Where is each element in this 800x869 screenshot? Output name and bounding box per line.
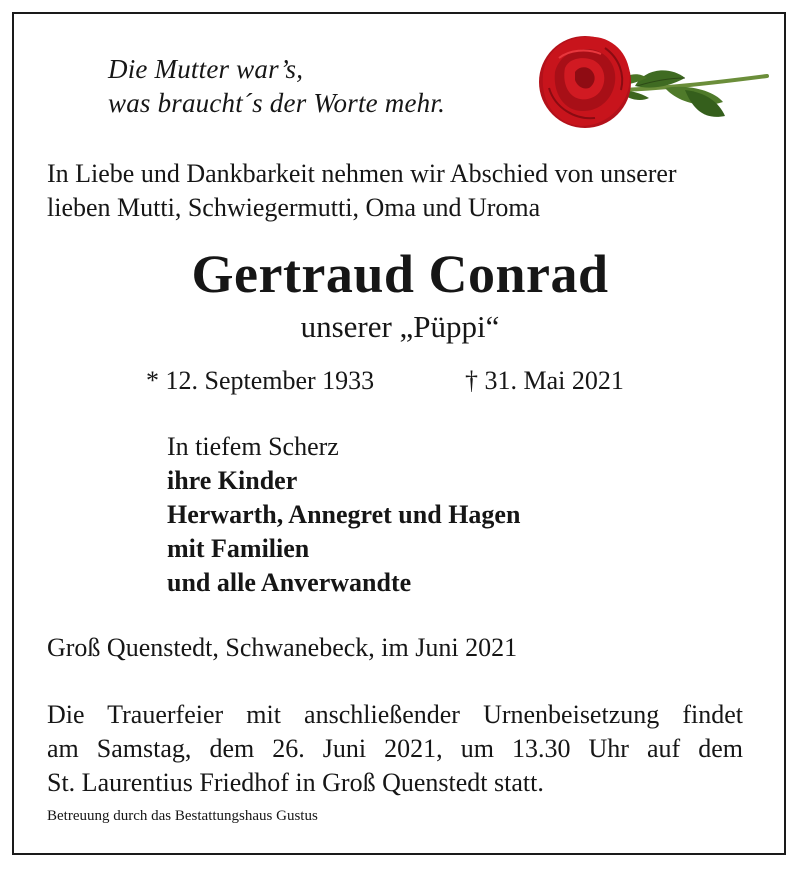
mourners-block xyxy=(167,430,520,600)
place-and-date: Groß Quenstedt, Schwanebeck, im Juni 2021 xyxy=(47,633,518,662)
motto-line-1: Die Mutter war’s, xyxy=(108,54,304,84)
deceased-nickname: unserer „Püppi“ xyxy=(300,309,500,344)
mourners-line-4: mit Familien xyxy=(167,534,310,563)
mourners-line-1: In tiefem Scherz xyxy=(167,432,339,461)
mourners-line-3: Herwarth, Annegret und Hagen xyxy=(167,500,521,529)
ceremony-line-3: St. Laurentius Friedhof in Groß Quenstedt statt. xyxy=(47,768,544,797)
intro-line-2: lieben Mutti, Schwiegermutti, Oma und Uroma xyxy=(47,193,541,222)
ceremony-line-2: am Samstag, dem 26. Juni 2021, um 13.30 Uhr auf dem xyxy=(47,734,743,763)
ceremony-line-1: Die Trauerfeier mit anschließender Urnenbeisetzung findet xyxy=(47,700,743,729)
motto xyxy=(108,52,445,120)
deceased-name: Gertraud Conrad xyxy=(191,244,609,304)
funeral-home-credit: Betreuung durch das Bestattungshaus Gustus xyxy=(47,808,318,824)
intro-line-1: In Liebe und Dankbarkeit nehmen wir Abschied von unserer xyxy=(47,159,677,188)
motto-line-2: was braucht´s der Worte mehr. xyxy=(108,88,446,118)
mourners-line-2: ihre Kinder xyxy=(167,466,298,495)
death-date: † 31. Mai 2021 xyxy=(465,366,624,395)
ceremony-text xyxy=(47,698,743,800)
rose-icon xyxy=(535,28,770,138)
intro-text xyxy=(47,157,757,225)
birth-date: * 12. September 1933 xyxy=(146,366,375,395)
mourners-line-5: und alle Anverwandte xyxy=(167,568,412,597)
